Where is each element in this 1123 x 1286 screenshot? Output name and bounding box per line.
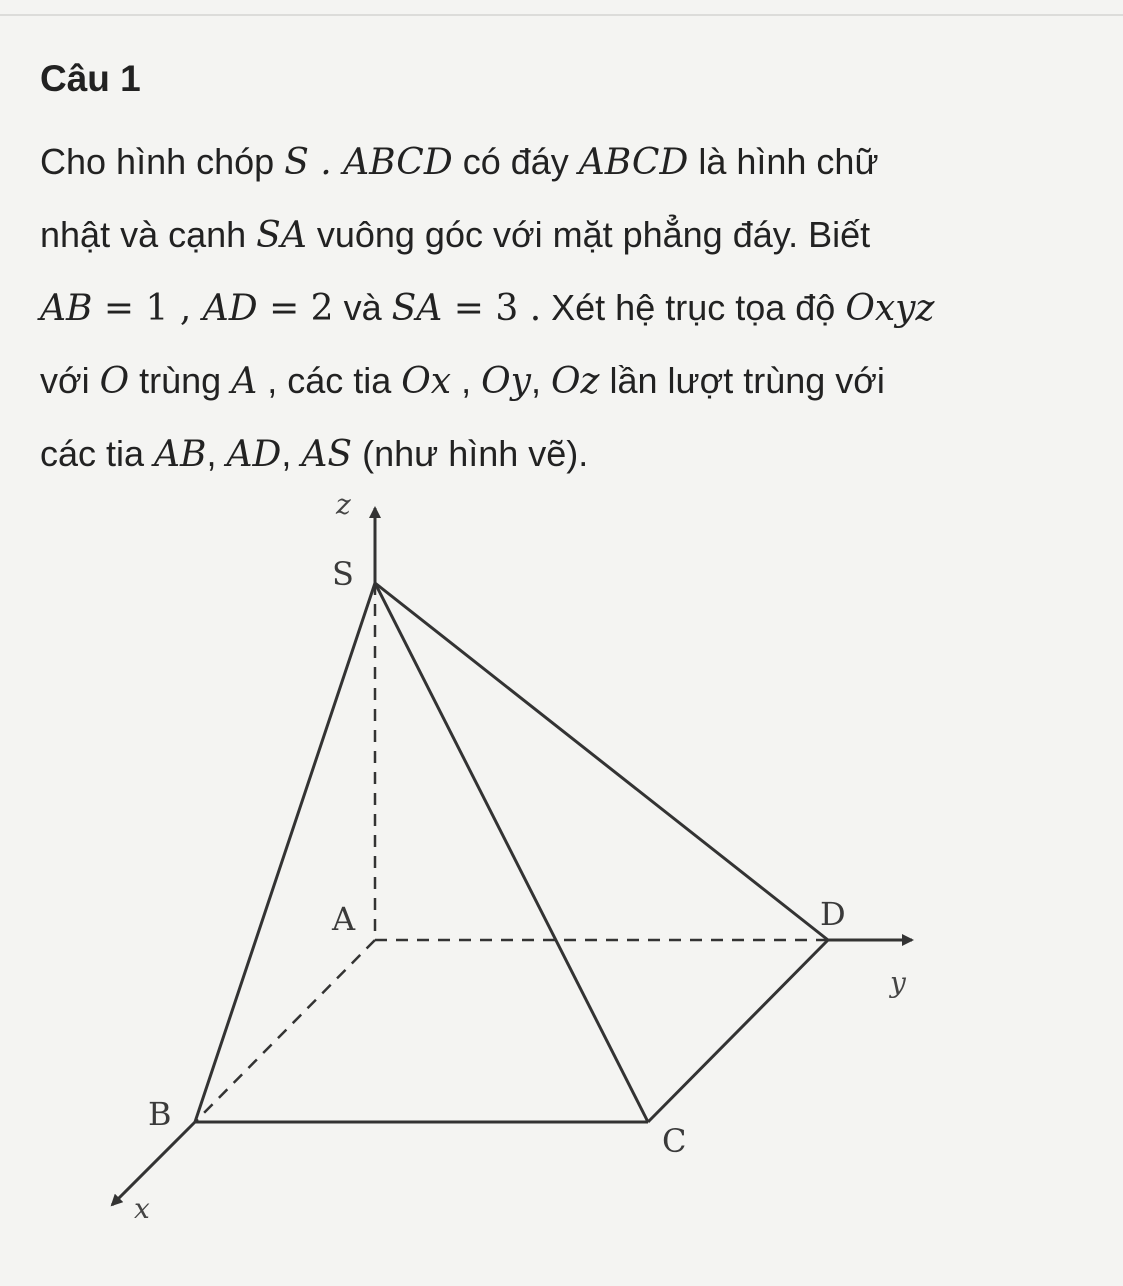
text: ,: [281, 433, 302, 474]
text: là hình chữ: [688, 141, 879, 182]
text: ,: [451, 360, 482, 401]
question-title: Câu 1: [40, 58, 141, 99]
edge-sd: [375, 583, 828, 940]
vertex-label-d: D: [820, 895, 846, 933]
x-axis: [112, 1122, 195, 1205]
math-oz: Oz: [550, 361, 600, 402]
math-eq: = 1 ,: [92, 288, 203, 329]
text: các tia: [40, 433, 155, 474]
edge-sb: [195, 583, 375, 1122]
pyramid-figure: [0, 480, 1123, 1286]
problem-line-2: [40, 199, 1110, 272]
math-a: A: [231, 361, 258, 402]
math-ab-ray: AB: [154, 434, 207, 475]
edge-cd: [648, 940, 828, 1122]
problem-line-1: [40, 126, 1110, 199]
edge-sc: [375, 583, 648, 1122]
top-divider: [0, 14, 1123, 16]
text: lần lượt trùng với: [599, 360, 885, 401]
text: , các tia: [257, 360, 402, 401]
math-oxyz: Oxyz: [845, 288, 935, 329]
math-base: ABCD: [578, 142, 689, 183]
math-ad: AD: [202, 288, 258, 329]
vertex-label-a: A: [332, 900, 356, 938]
text: Xét hệ trục tọa độ: [541, 287, 846, 328]
text: Cho hình chóp: [40, 141, 285, 182]
math-edge: SA: [256, 215, 307, 256]
math-eq: = 2: [257, 288, 334, 329]
vertex-label-s: S: [332, 555, 354, 593]
text: và: [333, 287, 392, 328]
math-ad-ray: AD: [226, 434, 282, 475]
problem-line-3: [40, 272, 1110, 345]
text: trùng: [129, 360, 232, 401]
problem-line-4: [40, 345, 1110, 418]
axis-label-x: x: [134, 1192, 150, 1225]
edge-ab-hidden: [195, 940, 375, 1122]
text: ,: [530, 360, 551, 401]
math-oy: Oy: [481, 361, 531, 402]
vertex-label-b: B: [148, 1095, 172, 1133]
problem-statement: [40, 126, 1110, 491]
math-ox: Ox: [401, 361, 452, 402]
axis-label-z: z: [336, 488, 351, 521]
text: có đáy: [452, 141, 579, 182]
math-as-ray: AS: [301, 434, 353, 475]
text: ,: [206, 433, 227, 474]
math-eq: = 3 .: [442, 288, 542, 329]
math-pyramid: S . ABCD: [284, 142, 453, 183]
text: vuông góc với mặt phẳng đáy. Biết: [306, 214, 871, 255]
math-o: O: [99, 361, 130, 402]
text: nhật và cạnh: [40, 214, 257, 255]
axis-label-y: y: [890, 966, 906, 999]
text: với: [40, 360, 100, 401]
text: (như hình vẽ).: [352, 433, 589, 474]
math-sa: SA: [391, 288, 443, 329]
vertex-label-c: C: [662, 1122, 687, 1160]
math-ab: AB: [40, 288, 93, 329]
